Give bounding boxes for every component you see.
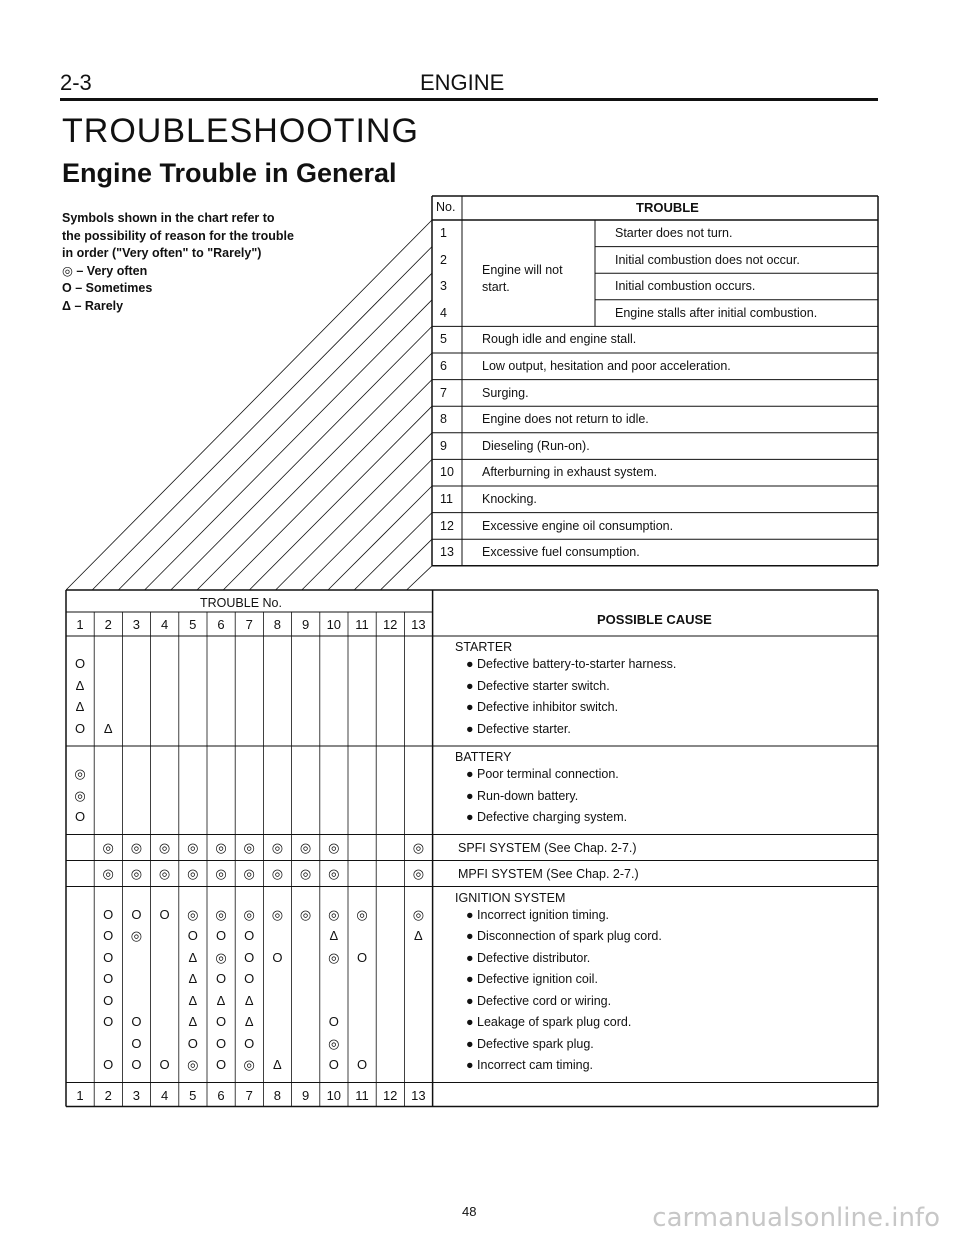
cause-text: ● Defective inhibitor switch. <box>466 700 619 714</box>
cause-text: SPFI SYSTEM (See Chap. 2-7.) <box>458 840 637 855</box>
trouble-row-number: 3 <box>440 279 447 294</box>
column-number-top: 11 <box>355 617 369 632</box>
column-number-top: 8 <box>273 617 281 632</box>
trouble-mark: Δ <box>188 992 198 1008</box>
trouble-mark: ◎ <box>299 839 312 855</box>
trouble-mark: ◎ <box>412 865 425 881</box>
watermark: carmanualsonline.info <box>652 1203 940 1233</box>
trouble-mark: O <box>272 949 283 965</box>
trouble-mark: ◎ <box>271 906 284 922</box>
section-number: 2-3 <box>60 70 92 95</box>
trouble-mark: ◎ <box>74 766 86 781</box>
diagonal-hatch-line <box>249 406 432 590</box>
trouble-mark: O <box>215 1057 227 1072</box>
page-number: 48 <box>462 1204 477 1219</box>
column-number-top: 10 <box>326 617 342 632</box>
column-number-bottom: 4 <box>160 1087 169 1103</box>
legend-intro-3: in order ("Very often" to "Rarely") <box>62 246 262 260</box>
diagonal-hatch-line <box>354 513 432 590</box>
column-number-bottom: 7 <box>245 1087 253 1103</box>
trouble-row-number: 13 <box>440 545 454 560</box>
trouble-mark: ◎ <box>412 839 425 855</box>
cause-text: ● Defective ignition coil. <box>466 972 598 986</box>
trouble-row-text: Afterburning in exhaust system. <box>482 465 658 480</box>
trouble-mark: ◎ <box>187 1057 199 1072</box>
column-number-bottom: 8 <box>273 1087 281 1103</box>
trouble-row-number: 6 <box>440 359 447 373</box>
trouble-row-number: 7 <box>440 385 447 400</box>
cause-text: ● Defective distributor. <box>466 950 591 965</box>
trouble-row-number: 10 <box>440 465 454 480</box>
trouble-mark: O <box>215 1035 227 1051</box>
trouble-mark: O <box>244 949 255 965</box>
column-number-top: 1 <box>76 617 84 632</box>
trouble-mark: ◎ <box>187 865 199 881</box>
trouble-mark: Δ <box>103 720 113 736</box>
column-number-bottom: 9 <box>301 1087 310 1103</box>
column-number-top: 12 <box>382 617 398 632</box>
trouble-mark: ◎ <box>158 839 171 855</box>
trouble-mark: Δ <box>244 1014 254 1029</box>
trouble-row-text: Starter does not turn. <box>615 226 733 240</box>
column-number-bottom: 1 <box>76 1087 84 1103</box>
trouble-mark: O <box>131 1035 142 1051</box>
trouble-row-number: 5 <box>440 332 447 347</box>
trouble-mark: ◎ <box>243 1057 255 1072</box>
cause-text: ● Leakage of spark plug cord. <box>466 1015 632 1029</box>
trouble-mark: Δ <box>188 1014 198 1029</box>
trouble-mark: ◎ <box>158 865 171 881</box>
trouble-mark: O <box>103 971 114 986</box>
page-title: TROUBLESHOOTING <box>62 112 419 150</box>
trouble-mark: O <box>103 949 114 965</box>
legend-intro-1: Symbols shown in the chart refer to <box>62 211 275 225</box>
trouble-mark: O <box>328 1014 339 1029</box>
trouble-mark: ◎ <box>215 865 227 881</box>
trouble-row-text: Surging. <box>482 385 529 400</box>
trouble-row-number: 8 <box>440 412 447 427</box>
trouble-mark: O <box>159 906 170 922</box>
column-number-top: 4 <box>160 617 169 632</box>
column-number-top: 5 <box>189 617 197 632</box>
cause-text: ● Incorrect cam timing. <box>466 1058 594 1072</box>
trouble-mark: ◎ <box>130 928 143 943</box>
diagonal-hatch-line <box>328 486 432 590</box>
cause-group-title: BATTERY <box>455 750 512 764</box>
trouble-mark: O <box>103 928 114 943</box>
trouble-mark: O <box>244 1035 255 1051</box>
diagonal-hatch-line <box>145 300 432 590</box>
column-number-bottom: 13 <box>411 1087 426 1103</box>
trouble-mark: O <box>215 928 227 943</box>
trouble-mark: O <box>328 1057 339 1072</box>
possible-cause-label: POSSIBLE CAUSE <box>597 612 712 627</box>
trouble-mark: Δ <box>329 928 339 943</box>
diagonal-hatch-line <box>66 220 432 590</box>
trouble-row-text: Excessive engine oil consumption. <box>482 518 674 533</box>
diagonal-hatch-line <box>223 380 432 590</box>
trouble-mark: O <box>74 656 86 671</box>
cause-text: MPFI SYSTEM (See Chap. 2-7.) <box>458 866 639 881</box>
trouble-mark: ◎ <box>356 906 368 922</box>
legend-very-often: ◎ – Very often <box>62 263 148 278</box>
trouble-no-label: TROUBLE No. <box>200 596 282 610</box>
trouble-row-text: Rough idle and engine stall. <box>482 332 637 347</box>
trouble-mark: ◎ <box>130 839 143 855</box>
cause-text: ● Defective cord or wiring. <box>466 993 612 1008</box>
no-header: No. <box>436 200 456 214</box>
trouble-row-number: 2 <box>440 252 447 267</box>
column-number-top: 7 <box>245 617 253 632</box>
trouble-mark: O <box>74 809 86 824</box>
trouble-row-number: 9 <box>440 438 447 453</box>
diagonal-hatch-line <box>197 353 432 590</box>
cause-text: ● Defective battery-to-starter harness. <box>466 657 677 671</box>
trouble-mark: ◎ <box>328 865 340 881</box>
cause-text: ● Poor terminal connection. <box>466 767 619 781</box>
diagonal-hatch-line <box>171 326 432 590</box>
trouble-mark: ◎ <box>328 949 340 965</box>
cause-text: ● Defective starter. <box>466 721 571 736</box>
trouble-mark: O <box>131 1014 142 1029</box>
trouble-mark: ◎ <box>328 839 340 855</box>
trouble-mark: O <box>131 906 142 922</box>
trouble-mark: Δ <box>75 699 85 714</box>
trouble-row-number: 1 <box>440 226 447 240</box>
trouble-mark: ◎ <box>215 839 227 855</box>
column-number-bottom: 3 <box>132 1087 140 1103</box>
trouble-mark: O <box>215 971 227 986</box>
cause-text: ● Defective charging system. <box>466 810 628 824</box>
trouble-mark: O <box>356 1057 368 1072</box>
trouble-row-text: Engine does not return to idle. <box>482 412 649 427</box>
diagonal-hatch-line <box>276 433 432 590</box>
column-number-bottom: 12 <box>382 1087 398 1103</box>
trouble-mark: Δ <box>188 971 198 986</box>
trouble-mark: ◎ <box>187 839 199 855</box>
trouble-mark: O <box>131 1057 142 1072</box>
trouble-mark: ◎ <box>299 865 312 881</box>
trouble-row-text: Low output, hesitation and poor acceleration. <box>482 359 731 373</box>
trouble-mark: ◎ <box>271 865 284 881</box>
trouble-mark: ◎ <box>215 949 227 965</box>
trouble-row-text: Engine stalls after initial combustion. <box>615 305 818 320</box>
trouble-mark: O <box>103 906 114 922</box>
trouble-mark: ◎ <box>130 865 143 881</box>
trouble-row-text: Initial combustion occurs. <box>615 279 756 294</box>
cause-text: ● Defective spark plug. <box>466 1036 594 1051</box>
trouble-mark: ◎ <box>412 906 425 922</box>
trouble-header: TROUBLE <box>636 200 699 215</box>
trouble-mark: ◎ <box>328 1035 340 1051</box>
legend-rarely: Δ – Rarely <box>62 298 124 313</box>
column-number-top: 9 <box>301 617 310 632</box>
cause-group-title: IGNITION SYSTEM <box>455 890 566 905</box>
trouble-mark: O <box>103 992 114 1008</box>
section-title: Engine Trouble in General <box>62 158 397 188</box>
trouble-mark: ◎ <box>243 839 255 855</box>
trouble-mark: ◎ <box>102 839 114 855</box>
trouble-row-number: 11 <box>440 492 453 506</box>
header-title: ENGINE <box>420 70 505 95</box>
column-number-top: 13 <box>411 617 426 632</box>
trouble-mark: O <box>187 1035 198 1051</box>
column-number-top: 6 <box>217 617 225 632</box>
trouble-mark: Δ <box>414 928 423 943</box>
legend-intro-2: the possibility of reason for the trouble <box>62 228 294 243</box>
trouble-row-number: 12 <box>440 518 454 533</box>
trouble-mark: ◎ <box>328 906 340 922</box>
trouble-mark: ◎ <box>299 906 312 922</box>
cause-text: ● Incorrect ignition timing. <box>466 907 610 922</box>
column-number-bottom: 6 <box>217 1087 225 1103</box>
trouble-mark: Δ <box>244 992 254 1008</box>
trouble-mark: O <box>356 949 368 965</box>
cause-text: ● Defective starter switch. <box>466 678 610 693</box>
trouble-mark: ◎ <box>243 865 255 881</box>
column-number-bottom: 11 <box>355 1087 369 1103</box>
trouble-mark: O <box>103 1014 114 1029</box>
trouble-mark: ◎ <box>187 906 199 922</box>
trouble-mark: O <box>74 720 86 736</box>
trouble-row-text: Excessive fuel consumption. <box>482 545 640 560</box>
trouble-mark: O <box>215 1014 227 1029</box>
cause-text: ● Disconnection of spark plug cord. <box>466 929 662 943</box>
trouble-mark: ◎ <box>243 906 255 922</box>
trouble-mark: O <box>244 928 255 943</box>
trouble-mark: O <box>187 928 198 943</box>
trouble-mark: Δ <box>273 1057 282 1072</box>
trouble-mark: ◎ <box>102 865 114 881</box>
legend-sometimes: O – Sometimes <box>62 281 153 295</box>
trouble-mark: O <box>244 971 255 986</box>
trouble-mark: O <box>103 1057 114 1072</box>
diagonal-hatch-line <box>302 459 432 590</box>
diagonal-hatch-line <box>118 273 432 590</box>
column-number-bottom: 2 <box>104 1087 112 1103</box>
trouble-mark: ◎ <box>74 787 86 803</box>
trouble-row-text: Initial combustion does not occur. <box>615 252 800 267</box>
trouble-mark: Δ <box>75 677 85 693</box>
column-number-bottom: 10 <box>326 1087 342 1103</box>
trouble-mark: Δ <box>216 992 226 1008</box>
trouble-mark: ◎ <box>215 906 227 922</box>
column-number-top: 3 <box>132 617 140 632</box>
column-number-top: 2 <box>104 617 112 632</box>
trouble-mark: Δ <box>188 949 198 965</box>
trouble-row-number: 4 <box>440 305 447 320</box>
trouble-row-text: Knocking. <box>482 492 537 506</box>
trouble-mark: O <box>159 1057 170 1072</box>
column-number-bottom: 5 <box>189 1087 197 1103</box>
cause-group-title: STARTER <box>455 640 513 654</box>
group-label-engine-will-not-start: Engine will not start. <box>482 263 563 294</box>
cause-text: ● Run-down battery. <box>466 788 579 803</box>
trouble-mark: ◎ <box>271 839 284 855</box>
diagonal-hatch-line <box>380 539 432 590</box>
trouble-row-text: Dieseling (Run-on). <box>482 438 590 453</box>
diagonal-hatch-line <box>92 247 432 590</box>
diagonal-hatch-line <box>407 566 432 590</box>
